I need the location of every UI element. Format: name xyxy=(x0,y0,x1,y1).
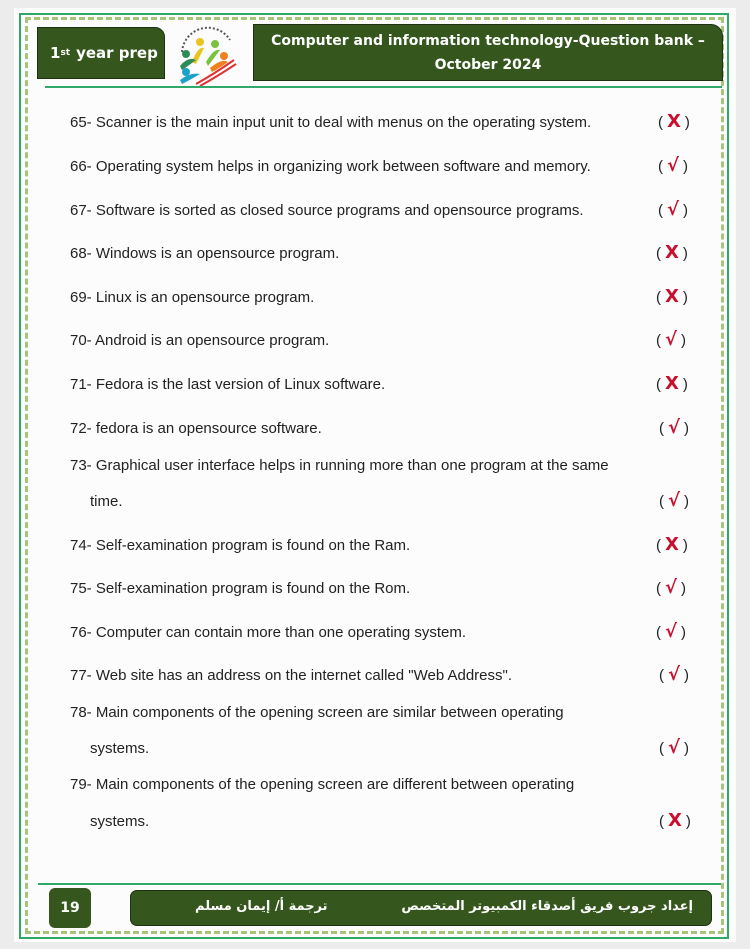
answer-mark xyxy=(656,242,688,263)
close-paren: ) xyxy=(684,493,690,510)
cross-icon: X xyxy=(667,111,681,132)
page-number: 19 xyxy=(49,888,91,928)
question-text: 78- Main components of the opening screen are similar between operating xyxy=(70,704,564,721)
answer-mark xyxy=(656,577,686,598)
check-icon: √ xyxy=(668,417,681,438)
open-paren: ( xyxy=(656,624,661,641)
close-paren: ) xyxy=(681,332,687,349)
question-text: 79- Main components of the opening screen are different between operating xyxy=(70,776,575,793)
question-text-continued: systems. xyxy=(90,740,150,757)
check-icon: √ xyxy=(668,664,681,685)
open-paren: ( xyxy=(659,813,664,830)
check-icon: √ xyxy=(668,490,681,511)
prepared-by-credit: إعداد جروب فريق أصدقاء الكمبيوتر المتخصص xyxy=(401,899,693,914)
question-text: 68- Windows is an opensource program. xyxy=(70,245,340,262)
answer-mark xyxy=(659,810,691,831)
question-text: 67- Software is sorted as closed source programs and opensource programs. xyxy=(70,202,584,219)
footer-divider xyxy=(38,883,721,885)
question-text: 77- Web site has an address on the internet called "Web Address". xyxy=(70,667,513,684)
question-text-continued: time. xyxy=(90,493,123,510)
close-paren: ) xyxy=(683,202,689,219)
open-paren: ( xyxy=(656,537,661,554)
cross-icon: X xyxy=(665,373,679,394)
grade-number: 1 xyxy=(50,44,61,62)
check-icon: √ xyxy=(665,329,678,350)
cross-icon: X xyxy=(668,810,682,831)
footer-bar xyxy=(130,890,712,926)
grade-label: year prep xyxy=(76,44,158,62)
open-paren: ( xyxy=(659,420,664,437)
open-paren: ( xyxy=(658,158,663,175)
page-dashed-border xyxy=(25,17,724,934)
answer-mark xyxy=(659,417,689,438)
check-icon: √ xyxy=(667,155,680,176)
close-paren: ) xyxy=(681,580,687,597)
answer-mark xyxy=(656,329,686,350)
check-icon: √ xyxy=(668,737,681,758)
grade-suffix: st xyxy=(60,48,71,58)
open-paren: ( xyxy=(659,740,664,757)
question-text: 72- fedora is an opensource software. xyxy=(70,420,322,437)
check-icon: √ xyxy=(665,577,678,598)
open-paren: ( xyxy=(656,289,661,306)
question-text: 70- Android is an opensource program. xyxy=(70,332,330,349)
close-paren: ) xyxy=(685,813,691,830)
answer-mark xyxy=(659,737,689,758)
cross-icon: X xyxy=(665,286,679,307)
team-logo-icon xyxy=(170,22,242,88)
title-line-1: Computer and information technology-Question bank – xyxy=(271,33,705,49)
question-text: 75- Self-examination program is found on the Rom. xyxy=(70,580,411,597)
close-paren: ) xyxy=(684,420,690,437)
question-text: 65- Scanner is the main input unit to deal with menus on the operating system. xyxy=(70,114,592,131)
answer-mark xyxy=(658,111,690,132)
close-paren: ) xyxy=(682,289,688,306)
close-paren: ) xyxy=(684,740,690,757)
answer-mark xyxy=(658,199,688,220)
question-text: 76- Computer can contain more than one operating system. xyxy=(70,624,467,641)
close-paren: ) xyxy=(684,114,690,131)
answer-mark xyxy=(658,155,688,176)
close-paren: ) xyxy=(682,537,688,554)
document-title xyxy=(253,24,723,81)
question-text: 74- Self-examination program is found on the Ram. xyxy=(70,537,411,554)
answer-mark xyxy=(656,286,688,307)
open-paren: ( xyxy=(656,332,661,349)
question-text: 69- Linux is an opensource program. xyxy=(70,289,315,306)
grade-badge xyxy=(37,27,165,79)
translator-credit: ترجمة أ/ إيمان مسلم xyxy=(195,899,328,914)
close-paren: ) xyxy=(683,158,689,175)
answer-mark xyxy=(656,373,688,394)
open-paren: ( xyxy=(656,245,661,262)
open-paren: ( xyxy=(659,493,664,510)
open-paren: ( xyxy=(658,114,663,131)
question-text-continued: systems. xyxy=(90,813,150,830)
question-text: 66- Operating system helps in organizing work between software and memory. xyxy=(70,158,591,175)
close-paren: ) xyxy=(684,667,690,684)
open-paren: ( xyxy=(656,376,661,393)
cross-icon: X xyxy=(665,534,679,555)
question-text: 71- Fedora is the last version of Linux software. xyxy=(70,376,386,393)
close-paren: ) xyxy=(682,245,688,262)
open-paren: ( xyxy=(658,202,663,219)
close-paren: ) xyxy=(681,624,687,641)
answer-mark xyxy=(656,534,688,555)
open-paren: ( xyxy=(659,667,664,684)
answer-mark xyxy=(659,664,689,685)
answer-mark xyxy=(656,621,686,642)
check-icon: √ xyxy=(667,199,680,220)
answer-mark xyxy=(659,490,689,511)
close-paren: ) xyxy=(682,376,688,393)
open-paren: ( xyxy=(656,580,661,597)
title-line-2: October 2024 xyxy=(434,57,542,73)
check-icon: √ xyxy=(665,621,678,642)
header-divider xyxy=(45,86,722,88)
cross-icon: X xyxy=(665,242,679,263)
question-text: 73- Graphical user interface helps in running more than one program at the same xyxy=(70,457,609,474)
